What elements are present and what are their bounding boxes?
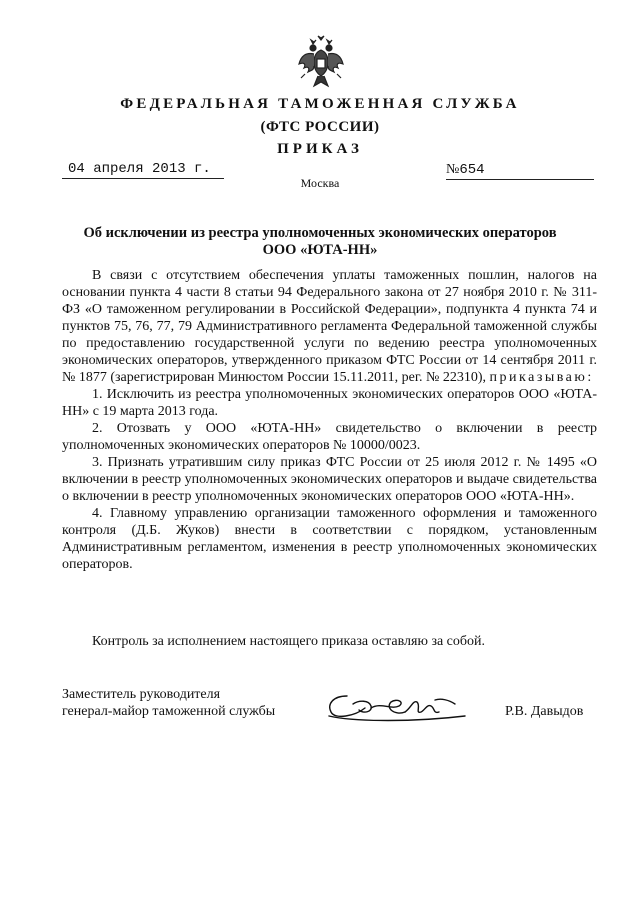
order-item-3: 3. Признать утратившим силу приказ ФТС России от 25 июля 2012 г. № 1495 «О включении в реестр уполномоченных экономических операторов и выдаче свидетельства о включении в реестр уполномоченных экономических операторов ООО «ЮТА-НН». xyxy=(62,455,597,504)
order-body xyxy=(62,267,597,573)
agency-name: ФЕДЕРАЛЬНАЯ ТАМОЖЕННАЯ СЛУЖБА xyxy=(120,96,520,112)
document-type: ПРИКАЗ xyxy=(277,141,363,157)
number-value: 654 xyxy=(459,162,485,178)
handwritten-signature xyxy=(325,686,475,726)
number-sign: № xyxy=(446,162,460,177)
title-line-2: ООО «ЮТА-НН» xyxy=(262,242,378,258)
preamble-text: В связи с отсутствием обеспечения уплаты таможенных пошлин, налогов на основании пункта 4 части 8 статьи 94 Федерального закона от 27 ноября 2010 г. № 311-ФЗ «О таможенном регулировании в Российской Федерации», подпункта 4 пункта 74 и пунктов 75, 76, 77, 79 Административного регламента Федеральной таможенной службы по предоставлению государственной услуги по ведению реестра уполномоченных экономических операторов, утвержденного приказом ФТС России от 14 сентября 2011 г. № 1877 (зарегистрирован Минюстом России 15.11.2011, рег. № 22310), xyxy=(62,268,597,385)
preamble-paragraph xyxy=(62,267,597,386)
city: Москва xyxy=(300,176,340,190)
order-item-1: 1. Исключить из реестра уполномоченных экономических операторов ООО «ЮТА-НН» с 19 марта 2013 года. xyxy=(62,387,597,419)
signatory-position-line-2: генерал-майор таможенной службы xyxy=(62,704,276,719)
title-line-1: Об исключении из реестра уполномоченных экономических операторов xyxy=(83,225,557,241)
control-clause: Контроль за исполнением настоящего приказа оставляю за собой. xyxy=(92,634,486,649)
order-item-2: 2. Отозвать у ООО «ЮТА-НН» свидетельство о включении в реестр уполномоченных экономических операторов № 10000/0023. xyxy=(62,421,597,453)
order-word: приказываю: xyxy=(489,370,594,385)
order-title xyxy=(0,225,640,259)
agency-abbreviation: (ФТС РОССИИ) xyxy=(260,119,380,135)
signatory-position-line-1: Заместитель руководителя xyxy=(62,687,221,702)
signatory-name: Р.В. Давыдов xyxy=(505,704,584,719)
order-item-4: 4. Главному управлению организации таможенного оформления и таможенного контроля (Д.Б. Жуков) внести в соответствии с порядком, установленным Административным регламентом, изменения в реестр уполномоченных экономических операторов. xyxy=(62,506,597,572)
order-date: 04 апреля 2013 г. xyxy=(62,161,224,179)
double-headed-eagle-emblem xyxy=(296,34,346,92)
